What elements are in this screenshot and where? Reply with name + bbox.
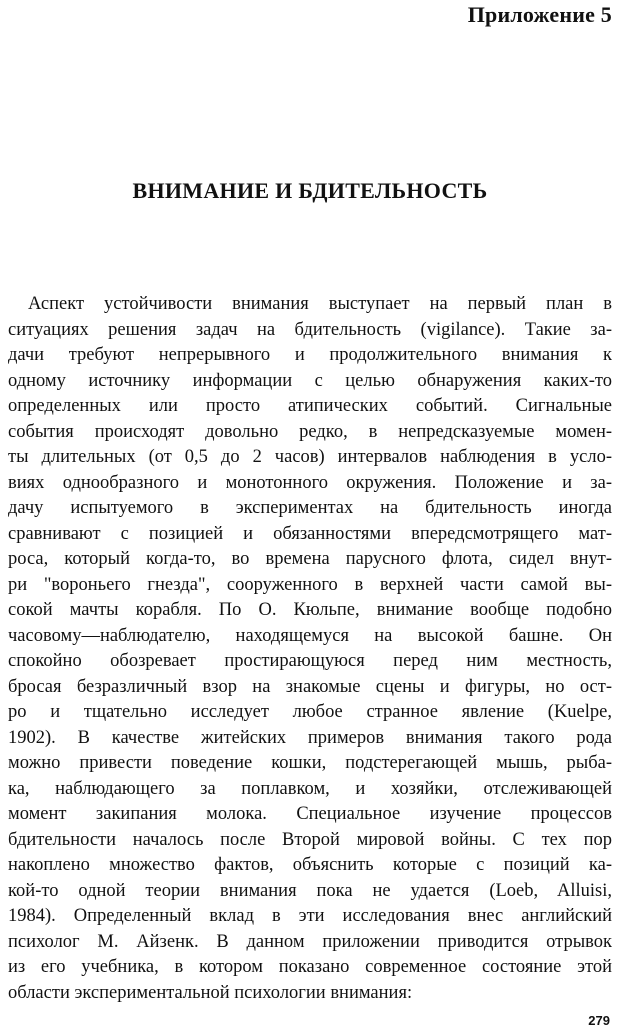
paragraph-line: часовому—наблюдателю, находящемуся на высокой башне. Он bbox=[8, 625, 612, 646]
paragraph-line: виях однообразного и монотонного окружения. Положение и за- bbox=[8, 472, 612, 493]
paragraph-line: накоплено множество фактов, объяснить которые с позиций ка- bbox=[8, 855, 612, 875]
paragraph-line: Аспект устойчивости внимания выступает на первый план в bbox=[28, 294, 612, 314]
paragraph-line: из его учебника, в котором показано современное состояние этой bbox=[8, 957, 612, 977]
paragraph-line: можно привести поведение кошки, подстерегающей мышь, рыба- bbox=[8, 753, 612, 773]
paragraph-line: одному источнику информации с целью обнаружения каких-то bbox=[8, 370, 612, 391]
paragraph-line: кой-то одной теории внимания пока не удается (Loeb, Alluisi, bbox=[8, 880, 612, 901]
paragraph-line: ситуациях решения задач на бдительность (vigilance). Такие за- bbox=[8, 319, 612, 340]
page-number: 279 bbox=[588, 1013, 610, 1028]
paragraph-line: сравнивают с позицией и обязанностями впередсмотрящего мат- bbox=[8, 523, 612, 544]
paragraph-line: бдительности началось после Второй мировой войны. С тех пор bbox=[8, 829, 612, 850]
body-paragraph bbox=[8, 292, 612, 1006]
paragraph-line: ты длительных (от 0,5 до 2 часов) интервалов наблюдения в усло- bbox=[8, 447, 612, 467]
paragraph-line: роса, который когда-то, во времена парусного флота, сидел внут- bbox=[8, 549, 612, 569]
paragraph-line: события происходят довольно редко, в непредсказуемые момен- bbox=[8, 421, 612, 442]
paragraph-line: психолог М. Айзенк. В данном приложении приводится отрывок bbox=[8, 931, 612, 952]
paragraph-line: определенных или просто атипических событий. Сигнальные bbox=[8, 396, 612, 416]
paragraph-line: дачу испытуемого в экспериментах на бдительность иногда bbox=[8, 498, 612, 518]
running-head: Приложение 5 bbox=[467, 2, 612, 27]
paragraph-line: сокой мачты корабля. По О. Кюльпе, внимание вообще подобно bbox=[8, 600, 612, 620]
chapter-title: ВНИМАНИЕ И БДИТЕЛЬНОСТЬ bbox=[132, 178, 488, 203]
paragraph-line: ка, наблюдающего за поплавком, и хозяйки, отслеживающей bbox=[8, 778, 612, 799]
paragraph-line: 1902). В качестве житейских примеров внимания такого рода bbox=[8, 727, 612, 748]
paragraph-line: момент закипания молока. Специальное изучение процессов bbox=[8, 804, 612, 824]
paragraph-line: спокойно обозревает простирающуюся перед ним местность, bbox=[8, 651, 612, 671]
paragraph-line: 1984). Определенный вклад в эти исследования внес английский bbox=[8, 906, 612, 926]
paragraph-line: области экспериментальной психологии внимания: bbox=[8, 982, 413, 1003]
paragraph-line: ро и тщательно исследует любое странное явление (Kuelpe, bbox=[8, 702, 612, 722]
paragraph-line: ри "вороньего гнезда", сооруженного в верхней части самой вы- bbox=[8, 574, 612, 595]
paragraph-line: дачи требуют непрерывного и продолжительного внимания к bbox=[8, 345, 612, 365]
paragraph-line: бросая безразличный взор на знакомые сцены и фигуры, но ост- bbox=[8, 676, 612, 697]
